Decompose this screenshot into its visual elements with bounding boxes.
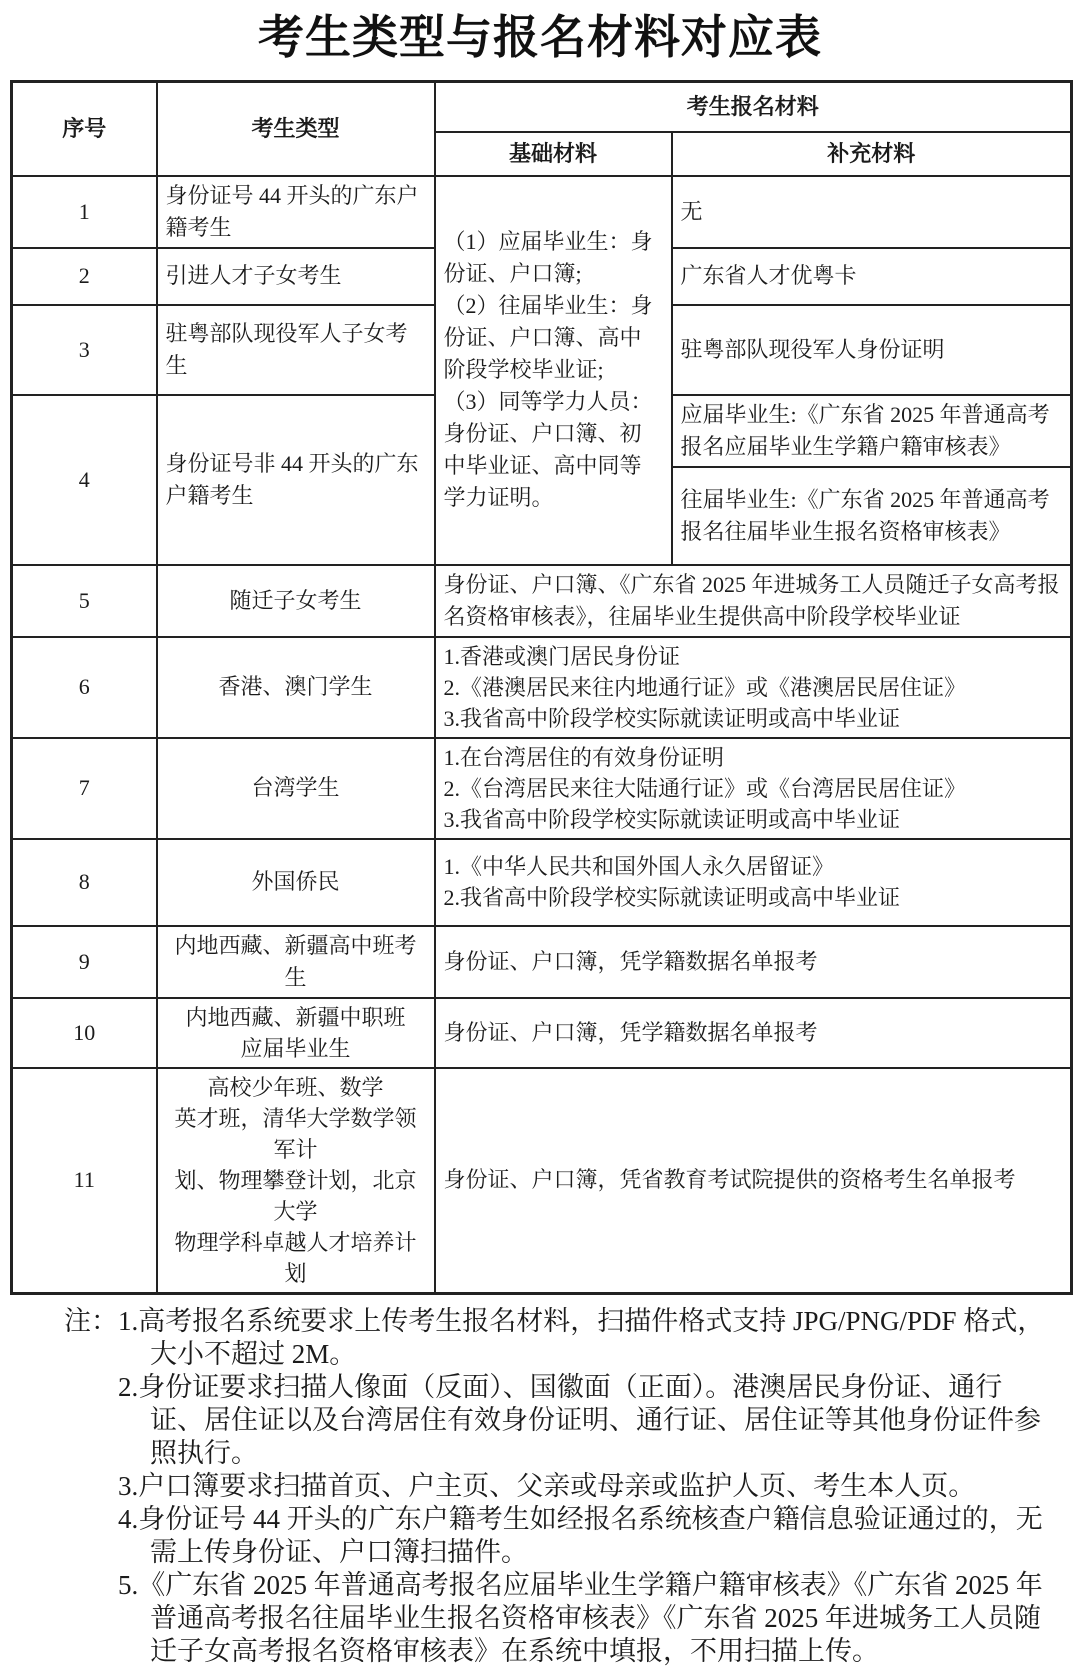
row-no: 3	[12, 305, 157, 395]
row-type: 驻粤部队现役军人子女考生	[157, 305, 435, 395]
basic-item: （2）往届毕业生：身份证、户口簿、高中阶段学校毕业证;	[443, 293, 653, 382]
row-materials: 身份证、户口簿，凭省教育考试院提供的资格考生名单报考	[435, 1068, 1072, 1294]
table-row	[12, 637, 1072, 738]
header-row-1	[12, 82, 1072, 132]
page-title: 考生类型与报名材料对应表	[258, 12, 822, 63]
row-no: 2	[12, 248, 157, 305]
row-no: 11	[12, 1068, 157, 1294]
table-row	[12, 738, 1072, 839]
row-no: 7	[12, 738, 157, 839]
row-supplement: 无	[672, 176, 1072, 248]
row-no: 6	[12, 637, 157, 738]
row-materials: 身份证、户口簿，凭学籍数据名单报考	[435, 998, 1072, 1068]
material-line: 1.在台湾居住的有效身份证明	[443, 744, 725, 770]
table-row	[12, 998, 1072, 1068]
row-type	[157, 998, 435, 1068]
row-materials	[435, 839, 1072, 926]
row-supplement: 广东省人才优粤卡	[672, 248, 1072, 305]
material-line: 2.我省高中阶段学校实际就读证明或高中毕业证	[443, 885, 901, 910]
row-materials: 身份证、户口簿，凭学籍数据名单报考	[435, 926, 1072, 998]
row-materials	[435, 637, 1072, 738]
material-line: 1.《中华人民共和国外国人永久居留证》	[443, 854, 835, 879]
row-type: 身份证号 44 开头的广东户籍考生	[157, 176, 435, 248]
note-item: 4.身份证号 44 开头的广东户籍考生如经报名系统核查户籍信息验证通过的，无需上传身份证、户口簿扫描件。	[118, 1503, 1043, 1567]
row-type: 台湾学生	[157, 738, 435, 839]
header-materials: 考生报名材料	[435, 82, 1072, 132]
row-supplement: 驻粤部队现役军人身份证明	[672, 305, 1072, 395]
material-line: 3.我省高中阶段学校实际就读证明或高中毕业证	[443, 705, 901, 731]
header-index: 序号	[12, 82, 157, 176]
row-type: 引进人才子女考生	[157, 248, 435, 305]
row-supplement-former-graduate: 往届毕业生:《广东省 2025 年普通高考报名往届毕业生报名资格审核表》	[672, 467, 1072, 565]
row-no: 10	[12, 998, 157, 1068]
row-materials: 身份证、户口簿、《广东省 2025 年进城务工人员随迁子女高考报名资格审核表》，往届毕业生提供高中阶段学校毕业证	[435, 565, 1072, 637]
notes-items	[118, 1305, 1052, 1668]
row-no: 8	[12, 839, 157, 926]
row-materials	[435, 738, 1072, 839]
row-type: 香港、澳门学生	[157, 637, 435, 738]
row-type: 身份证号非 44 开头的广东户籍考生	[157, 395, 435, 565]
material-line: 2.《港澳居民来往内地通行证》或《港澳居民居住证》	[443, 674, 967, 700]
row-no: 9	[12, 926, 157, 998]
basic-item: （1）应届毕业生：身份证、户口簿;	[443, 229, 653, 286]
type-line: 划、物理攀登计划，北京大学	[174, 1167, 417, 1224]
type-line: 应届毕业生	[240, 1035, 351, 1061]
header-supplement: 补充材料	[672, 132, 1072, 176]
row-supplement-fresh-graduate: 应届毕业生:《广东省 2025 年普通高考报名应届毕业生学籍户籍审核表》	[672, 395, 1072, 467]
type-line: 高校少年班、数学	[207, 1074, 384, 1100]
notes-label: 注：	[64, 1305, 118, 1336]
basic-materials-cell	[435, 176, 672, 565]
row-type: 外国侨民	[157, 839, 435, 926]
table-row	[12, 176, 1072, 248]
header-basic: 基础材料	[435, 132, 672, 176]
row-type: 随迁子女考生	[157, 565, 435, 637]
row-type: 内地西藏、新疆高中班考生	[157, 926, 435, 998]
header-type: 考生类型	[157, 82, 435, 176]
row-type	[157, 1068, 435, 1294]
material-line: 3.我省高中阶段学校实际就读证明或高中毕业证	[443, 806, 901, 832]
basic-item: （3）同等学力人员：身份证、户口簿、初中毕业证、高中同等学力证明。	[443, 389, 653, 510]
table-row	[12, 565, 1072, 637]
note-item: 5.《广东省 2025 年普通高考报名应届毕业生学籍户籍审核表》《广东省 2025 年普通高考报名往届毕业生报名资格审核表》《广东省 2025 年进城务工人员随迁子女高考报名资格审核表》在系统中填报，不用扫描上传。	[118, 1569, 1043, 1666]
material-line: 2.《台湾居民来往大陆通行证》或《台湾居民居住证》	[443, 775, 967, 801]
note-item: 3.户口簿要求扫描首页、户主页、父亲或母亲或监护人页、考生本人页。	[118, 1470, 976, 1501]
candidate-materials-table	[10, 80, 1073, 1295]
row-no: 4	[12, 395, 157, 565]
type-line: 内地西藏、新疆中职班	[185, 1004, 406, 1030]
type-line: 物理学科卓越人才培养计划	[174, 1229, 417, 1286]
note-item: 1.高考报名系统要求上传考生报名材料，扫描件格式支持 JPG/PNG/PDF 格式，大小不超过 2M。	[118, 1305, 1045, 1369]
row-no: 5	[12, 565, 157, 637]
row-no: 1	[12, 176, 157, 248]
table-row	[12, 839, 1072, 926]
table-row	[12, 926, 1072, 998]
note-item: 2.身份证要求扫描人像面（反面）、国徽面（正面）。港澳居民身份证、通行证、居住证以及台湾居住有效身份证明、通行证、居住证等其他身份证件参照执行。	[118, 1371, 1041, 1468]
table-row	[12, 1068, 1072, 1294]
type-line: 英才班，清华大学数学领军计	[174, 1105, 417, 1162]
material-line: 1.香港或澳门居民身份证	[443, 643, 681, 669]
notes-section	[64, 1305, 1052, 1668]
